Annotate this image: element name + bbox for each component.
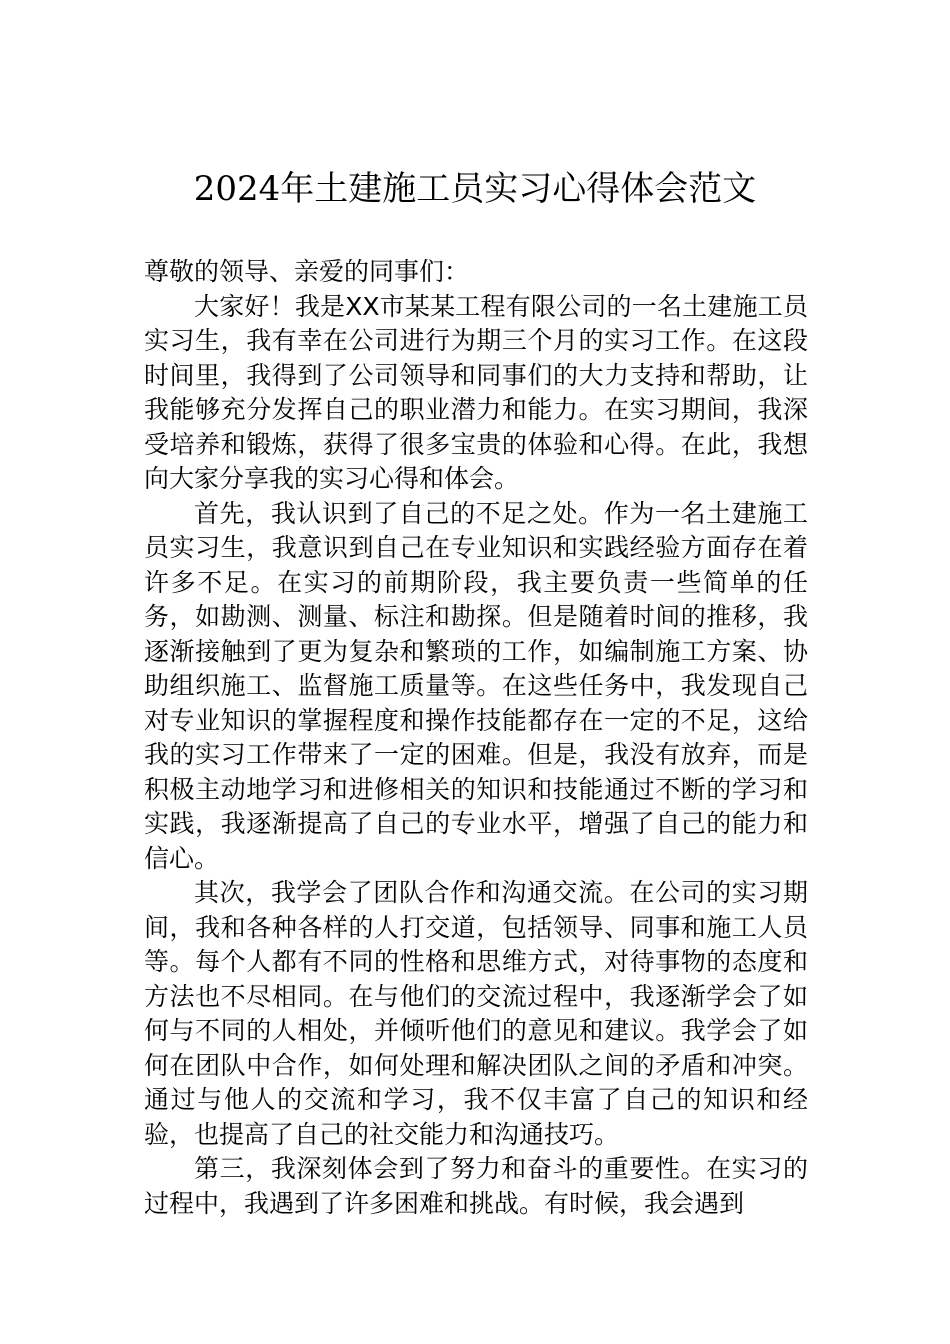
salutation: 尊敬的领导、亲爱的同事们： (144, 257, 470, 286)
paragraph-first-point: 首先，我认识到了自己的不足之处。作为一名土建施工员实习生，我意识到自己在专业知识和实践经验方面存在着许多不足。在实习的前期阶段，我主要负责一些简单的任务，如勘测、测量、标注和勘探。但是随着时间的推移，我逐渐接触到了更为复杂和繁琐的工作，如编制施工方案、协助组织施工、监督施工质量等。在这些任务中，我发现自己对专业知识的掌握程度和操作技能都存在一定的不足，这给我的实习工作带来了一定的困难。但是，我没有放弃，而是积极主动地学习和进修相关的知识和技能通过不断的学习和实践，我逐渐提高了自己的专业水平，增强了自己的能力和信心。 (144, 498, 808, 873)
paragraph-second-point: 其次，我学会了团队合作和沟通交流。在公司的实习期间，我和各种各样的人打交道，包括领导、同事和施工人员等。每个人都有不同的性格和思维方式，对待事物的态度和方法也不尽相同。在与他们的交流过程中，我逐渐学会了如何与不同的人相处，并倾听他们的意见和建议。我学会了如何在团队中合作，如何处理和解决团队之间的矛盾和冲突。通过与他人的交流和学习，我不仅丰富了自己的知识和经验，也提高了自己的社交能力和沟通技巧。 (144, 878, 808, 1149)
paragraph-intro: 大家好！我是XX市某某工程有限公司的一名土建施工员实习生，我有幸在公司进行为期三个月的实习工作。在这段时间里，我得到了公司领导和同事们的大力支持和帮助，让我能够充分发挥自己的职业潜力和能力。在实习期间，我深受培养和锻炼，获得了很多宝贵的体验和心得。在此，我想向大家分享我的实习心得和体会。 (144, 291, 808, 493)
paragraph-third-point: 第三，我深刻体会到了努力和奋斗的重要性。在实习的过程中，我遇到了许多困难和挑战。有时候，我会遇到 (144, 1154, 808, 1218)
document-title: 2024年土建施工员实习心得体会范文 (193, 169, 757, 209)
document-body (144, 255, 808, 1221)
